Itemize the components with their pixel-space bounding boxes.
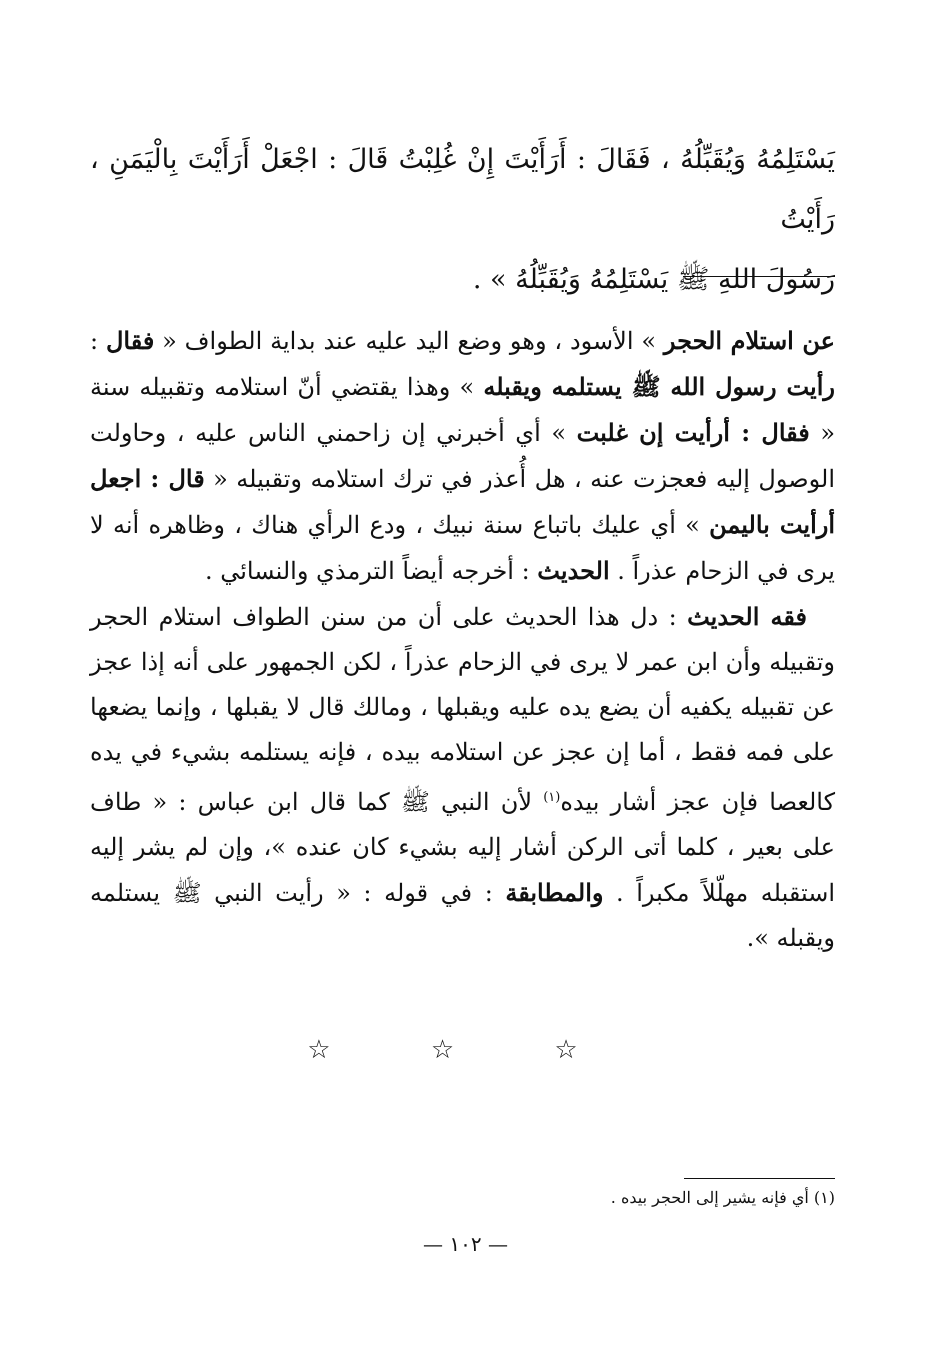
text-run: » الأسود ، وهو وضع اليد عليه عند بداية الطواف « (154, 327, 664, 355)
text-run: لأن النبي ﷺ كما قال ابن عباس : « طاف على بعير ، كلما أتى الركن أشار إليه بشيء كان عنده »، وإن لم يشر إليه استقبله مهلّلاً مكبراً . (90, 788, 836, 907)
bold-phrase: والمطابقة (505, 878, 604, 907)
hadith-line-1: يَسْتَلِمُهُ وَيُقَبِّلُهُ ، فَقَالَ : أَرَأَيْتَ إِنْ غُلِبْتُ قَالَ : اجْعَلْ أَرَأَيْتَ بِالْيَمَنِ ، رَأَيْتُ (90, 144, 835, 235)
footnote: (١) أي فإنه يشير إلى الحجر بيده . (610, 1188, 835, 1207)
hadith-text (90, 130, 835, 310)
text-run: : (90, 327, 106, 355)
text-run: : أخرجه أيضاً الترمذي والنسائي . (204, 557, 538, 585)
text-run: » أي أخبرني إن زاحمني الناس عليه ، وحاولت الوصول إليه فعجزت عنه ، هل أُعذر في ترك استلامه وتقبيله « (90, 419, 835, 493)
page-number: — ١٠٢ — (423, 1232, 508, 1256)
section-divider (683, 276, 835, 277)
bold-phrase: فقه الحديث (687, 602, 807, 631)
bold-phrase: فقال (105, 326, 155, 355)
text-run: : دل هذا الحديث على أن من سنن الطواف استلام الحجر وتقبيله وأن ابن عمر لا يرى في الزحام عذراً ، لكن الجمهور على أنه إذا عجز عن تقبيله يكفيه أن يضع يده عليه ويقبلها ، ومالك قال لا يقبلها ، وإنما يضعها على فمه فقط ، أما إن عجز عن استلامه بيده ، فإنه يستلمه بشيء في يده كالعصا فإن عجز أشار بيده (90, 603, 836, 816)
bold-phrase: رأيت رسول الله ﷺ يستلمه ويقبله (483, 372, 835, 401)
text-run: : في قوله : « رأيت النبي ﷺ يستلمه ويقبله ». (90, 879, 835, 952)
footnote-divider (684, 1178, 835, 1179)
commentary-paragraph-1 (90, 318, 835, 594)
commentary-block (90, 318, 835, 961)
commentary-paragraph-2 (90, 594, 835, 961)
text-run: » وهذا يقتضي أنّ استلامه وتقبيله سنة « (90, 373, 835, 447)
bold-phrase: الحديث (537, 556, 610, 585)
hadith-line-2: رَسُولَ اللهِ ﷺ يَسْتَلِمُهُ وَيُقَبِّلُهُ » . (472, 264, 835, 295)
text-run: » أي عليك باتباع سنة نبيك ، ودع الرأي هناك ، وظاهره أنه لا يرى في الزحام عذراً . (90, 511, 835, 585)
star-ornament: ☆ ☆ ☆ (307, 1035, 624, 1065)
bold-phrase: فقال : أرأيت إن غلبت (576, 418, 810, 447)
bold-phrase: قال : اجعل أرأيت باليمن (90, 464, 836, 539)
footnote-reference: (١) (543, 790, 561, 805)
bold-phrase: عن استلام الحجر (663, 326, 835, 355)
hadith-block (90, 130, 835, 310)
